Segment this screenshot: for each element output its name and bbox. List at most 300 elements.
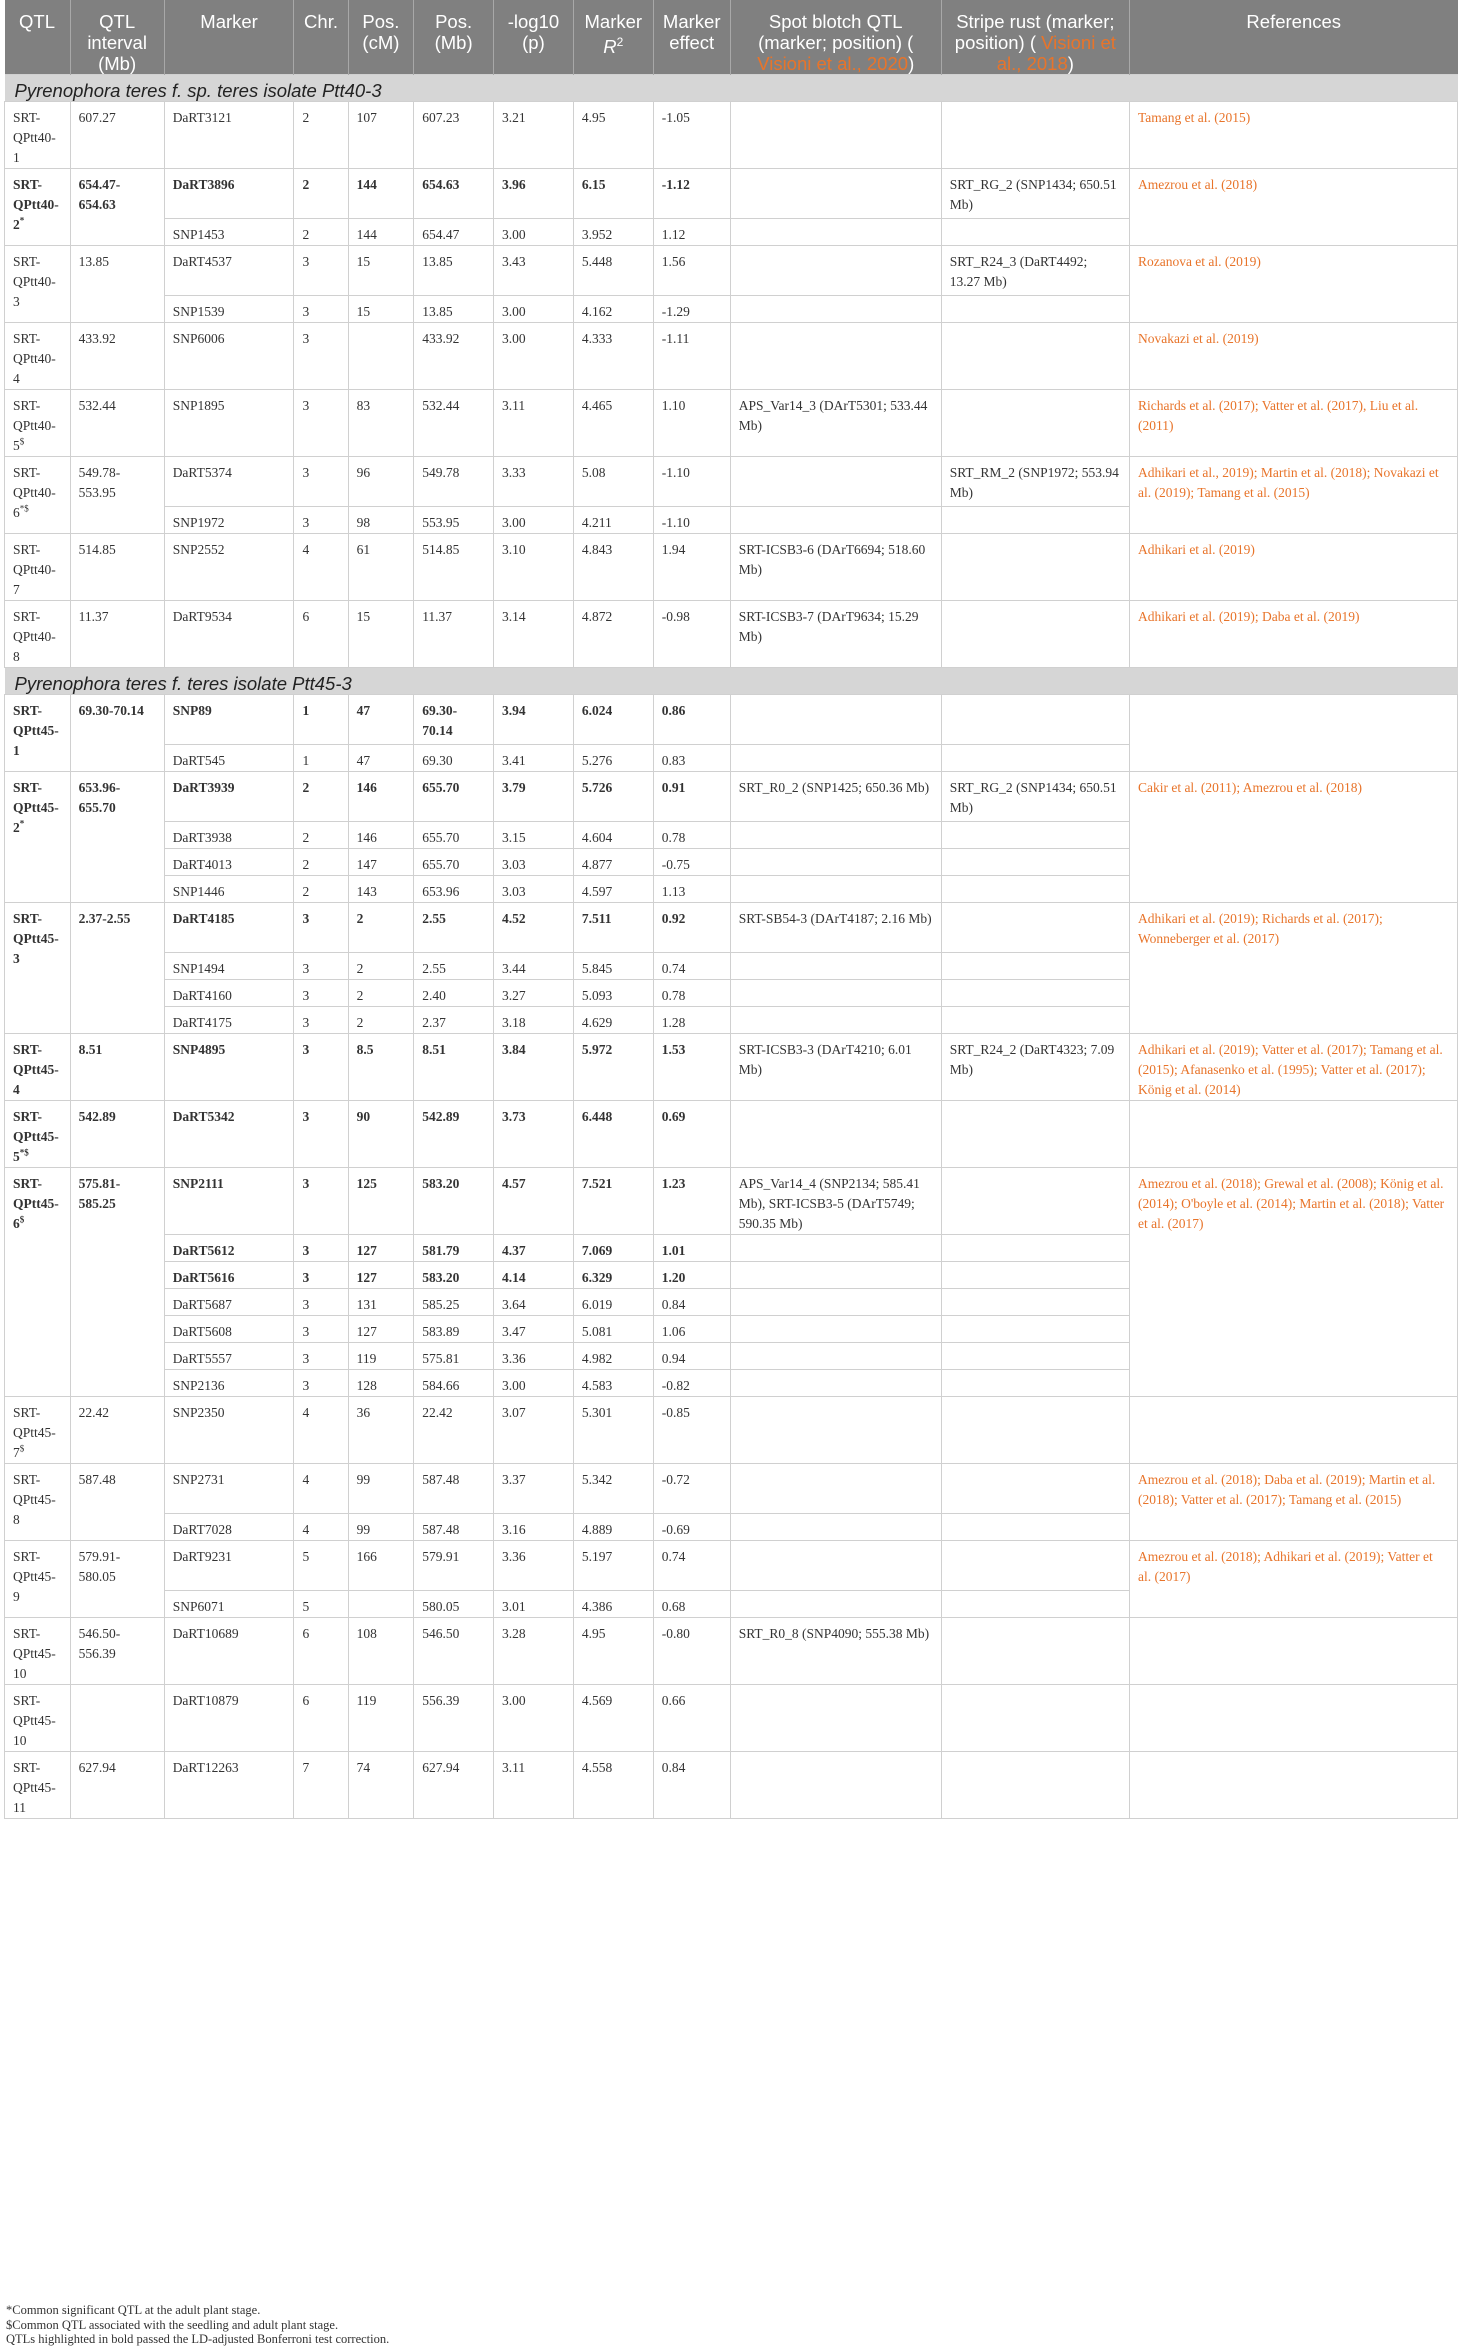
marker-name: SNP1539 — [164, 296, 294, 323]
marker-effect: -0.72 — [653, 1464, 730, 1514]
spot-blotch-qtl: SRT_R0_8 (SNP4090; 555.38 Mb) — [730, 1618, 941, 1685]
marker-r2: 5.093 — [573, 980, 653, 1007]
col-r2: Marker $R^2$ — [573, 0, 653, 75]
position-mb: 583.20 — [414, 1262, 494, 1289]
marker-name: DaRT545 — [164, 745, 294, 772]
qtl-name — [5, 1618, 71, 1685]
marker-name: DaRT4537 — [164, 246, 294, 296]
spot-blotch-qtl — [730, 1101, 941, 1168]
log10-p: 3.28 — [494, 1618, 574, 1685]
position-cm: 15 — [348, 246, 414, 296]
log10-p: 3.73 — [494, 1101, 574, 1168]
position-cm: 74 — [348, 1752, 414, 1819]
position-cm: 119 — [348, 1343, 414, 1370]
log10-p: 3.00 — [494, 323, 574, 390]
position-cm: 166 — [348, 1541, 414, 1591]
marker-name: DaRT4160 — [164, 980, 294, 1007]
spot-blotch-qtl — [730, 695, 941, 745]
marker-effect: -0.85 — [653, 1397, 730, 1464]
spot-blotch-qtl — [730, 507, 941, 534]
qtl-footnote-mark: * — [19, 818, 25, 829]
marker-effect: 0.74 — [653, 1541, 730, 1591]
marker-name: DaRT12263 — [164, 1752, 294, 1819]
marker-effect: -0.75 — [653, 849, 730, 876]
stripe-rust-qtl — [941, 1397, 1129, 1464]
qtl-name — [5, 246, 71, 323]
isolate-label — [5, 75, 1458, 102]
qtl-row — [5, 772, 1458, 822]
position-mb: 654.63 — [414, 169, 494, 219]
log10-p: 3.79 — [494, 772, 574, 822]
log10-p: 3.84 — [494, 1034, 574, 1101]
log10-p: 3.00 — [494, 296, 574, 323]
marker-r2: 4.95 — [573, 1618, 653, 1685]
log10-p: 3.36 — [494, 1541, 574, 1591]
chromosome: 2 — [294, 876, 348, 903]
qtl-name — [5, 390, 71, 457]
position-mb: 653.96 — [414, 876, 494, 903]
references[interactable]: Adhikari et al., 2019); Martin et al. (2018); Novakazi et al. (2019); Tamang et al. (2015) — [1129, 457, 1457, 534]
stripe-rust-qtl — [941, 601, 1129, 668]
ref-link[interactable]: Visioni et al., 2018 — [996, 32, 1116, 74]
log10-p: 3.00 — [494, 1370, 574, 1397]
spot-blotch-qtl — [730, 849, 941, 876]
qtl-footnote-mark: $ — [19, 436, 25, 447]
qtl-footnote-mark: $ — [19, 1443, 25, 1454]
qtl-row — [5, 246, 1458, 296]
position-mb: 655.70 — [414, 772, 494, 822]
log10-p: 3.37 — [494, 1464, 574, 1514]
position-cm: 125 — [348, 1168, 414, 1235]
stripe-rust-qtl — [941, 1541, 1129, 1591]
references[interactable] — [1129, 1752, 1457, 1819]
chromosome: 3 — [294, 507, 348, 534]
stripe-rust-qtl: SRT_RM_2 (SNP1972; 553.94 Mb) — [941, 457, 1129, 507]
marker-effect: -1.12 — [653, 169, 730, 219]
spot-blotch-qtl — [730, 1316, 941, 1343]
log10-p: 3.01 — [494, 1591, 574, 1618]
marker-name: DaRT7028 — [164, 1514, 294, 1541]
qtl-name-text: SRT-QPtt40-6 — [13, 465, 56, 520]
col-pos-mb: Pos. (Mb) — [414, 0, 494, 75]
qtl-interval: 11.37 — [70, 601, 164, 668]
chromosome: 3 — [294, 1034, 348, 1101]
marker-name: DaRT3939 — [164, 772, 294, 822]
position-cm: 107 — [348, 102, 414, 169]
spot-blotch-qtl: SRT_R0_2 (SNP1425; 650.36 Mb) — [730, 772, 941, 822]
stripe-rust-qtl — [941, 1316, 1129, 1343]
qtl-row — [5, 102, 1458, 169]
spot-blotch-qtl — [730, 1752, 941, 1819]
marker-effect: 1.23 — [653, 1168, 730, 1235]
stripe-rust-qtl — [941, 695, 1129, 745]
marker-r2: 6.024 — [573, 695, 653, 745]
references[interactable] — [1129, 1397, 1457, 1464]
marker-r2: 4.569 — [573, 1685, 653, 1752]
qtl-interval: 8.51 — [70, 1034, 164, 1101]
position-cm: 96 — [348, 457, 414, 507]
stripe-rust-qtl — [941, 849, 1129, 876]
qtl-footnote-mark: *$ — [19, 1147, 29, 1158]
chromosome: 3 — [294, 296, 348, 323]
log10-p: 3.11 — [494, 390, 574, 457]
marker-r2: 4.162 — [573, 296, 653, 323]
spot-blotch-qtl: SRT-ICSB3-3 (DArT4210; 6.01 Mb) — [730, 1034, 941, 1101]
col-interval: QTL interval (Mb) — [70, 0, 164, 75]
marker-r2: 5.081 — [573, 1316, 653, 1343]
log10-p: 3.41 — [494, 745, 574, 772]
position-cm: 143 — [348, 876, 414, 903]
stripe-rust-qtl — [941, 1370, 1129, 1397]
spot-blotch-qtl — [730, 1464, 941, 1514]
qtl-interval: 587.48 — [70, 1464, 164, 1541]
marker-effect: -1.11 — [653, 323, 730, 390]
stripe-rust-qtl — [941, 534, 1129, 601]
chromosome: 3 — [294, 1370, 348, 1397]
position-cm: 131 — [348, 1289, 414, 1316]
qtl-name — [5, 1034, 71, 1101]
qtl-interval: 532.44 — [70, 390, 164, 457]
position-mb: 575.81 — [414, 1343, 494, 1370]
col-qtl: QTL — [5, 0, 71, 75]
qtl-row — [5, 1397, 1458, 1464]
spot-blotch-qtl — [730, 1397, 941, 1464]
qtl-row — [5, 1464, 1458, 1514]
chromosome: 3 — [294, 246, 348, 296]
stripe-rust-qtl — [941, 980, 1129, 1007]
qtl-row — [5, 1034, 1458, 1101]
qtl-name — [5, 601, 71, 668]
marker-name: SNP89 — [164, 695, 294, 745]
marker-name: DaRT3938 — [164, 822, 294, 849]
log10-p: 3.10 — [494, 534, 574, 601]
chromosome: 3 — [294, 457, 348, 507]
marker-r2: 4.465 — [573, 390, 653, 457]
position-mb: 532.44 — [414, 390, 494, 457]
references[interactable]: Cakir et al. (2011); Amezrou et al. (2018) — [1129, 772, 1457, 903]
qtl-row — [5, 323, 1458, 390]
marker-effect: 0.83 — [653, 745, 730, 772]
stripe-rust-qtl: SRT_RG_2 (SNP1434; 650.51 Mb) — [941, 169, 1129, 219]
marker-name: SNP2111 — [164, 1168, 294, 1235]
marker-r2: 4.386 — [573, 1591, 653, 1618]
col-spot-blotch: Spot blotch QTL (marker; position) ( Visioni et al., 2020) — [730, 0, 941, 75]
chromosome: 3 — [294, 953, 348, 980]
log10-p: 3.21 — [494, 102, 574, 169]
qtl-row — [5, 1101, 1458, 1168]
spot-blotch-qtl — [730, 1591, 941, 1618]
log10-p: 3.64 — [494, 1289, 574, 1316]
marker-name: SNP2350 — [164, 1397, 294, 1464]
spot-blotch-qtl: SRT-ICSB3-6 (DArT6694; 518.60 Mb) — [730, 534, 941, 601]
references[interactable] — [1129, 1101, 1457, 1168]
spot-blotch-qtl — [730, 457, 941, 507]
spot-blotch-qtl — [730, 219, 941, 246]
marker-effect: 1.06 — [653, 1316, 730, 1343]
references[interactable]: Adhikari et al. (2019); Richards et al. (2017); Wonneberger et al. (2017) — [1129, 903, 1457, 1034]
qtl-interval: 433.92 — [70, 323, 164, 390]
marker-effect: 1.13 — [653, 876, 730, 903]
marker-r2: 6.448 — [573, 1101, 653, 1168]
marker-effect: 0.94 — [653, 1343, 730, 1370]
spot-blotch-qtl — [730, 296, 941, 323]
stripe-rust-qtl — [941, 507, 1129, 534]
chromosome: 2 — [294, 102, 348, 169]
position-mb: 2.37 — [414, 1007, 494, 1034]
position-cm: 127 — [348, 1316, 414, 1343]
stripe-rust-qtl — [941, 1007, 1129, 1034]
position-mb: 2.40 — [414, 980, 494, 1007]
position-cm: 2 — [348, 980, 414, 1007]
qtl-name-text: SRT-QPtt45-6 — [13, 1176, 59, 1231]
marker-r2: 6.329 — [573, 1262, 653, 1289]
qtl-name — [5, 772, 71, 903]
marker-r2: 5.448 — [573, 246, 653, 296]
position-mb: 583.20 — [414, 1168, 494, 1235]
log10-p: 3.14 — [494, 601, 574, 668]
position-cm — [348, 1591, 414, 1618]
stripe-rust-qtl: SRT_RG_2 (SNP1434; 650.51 Mb) — [941, 772, 1129, 822]
references[interactable] — [1129, 695, 1457, 772]
isolate-group-row — [5, 668, 1458, 695]
chromosome: 1 — [294, 695, 348, 745]
qtl-name-text: SRT-QPtt40-4 — [13, 331, 56, 386]
spot-blotch-qtl — [730, 169, 941, 219]
qtl-interval: 654.47-654.63 — [70, 169, 164, 246]
spot-blotch-qtl — [730, 1343, 941, 1370]
qtl-name-text: SRT-QPtt40-7 — [13, 542, 56, 597]
marker-r2: 4.583 — [573, 1370, 653, 1397]
spot-blotch-qtl — [730, 876, 941, 903]
qtl-interval: 514.85 — [70, 534, 164, 601]
qtl-name-text: SRT-QPtt45-7 — [13, 1405, 56, 1460]
position-mb: 542.89 — [414, 1101, 494, 1168]
position-mb: 587.48 — [414, 1514, 494, 1541]
log10-p: 3.94 — [494, 695, 574, 745]
qtl-name-text: SRT-QPtt45-9 — [13, 1549, 56, 1604]
qtl-interval: 546.50-556.39 — [70, 1618, 164, 1685]
chromosome: 3 — [294, 1289, 348, 1316]
spot-blotch-qtl: SRT-ICSB3-7 (DArT9634; 15.29 Mb) — [730, 601, 941, 668]
marker-effect: 0.69 — [653, 1101, 730, 1168]
marker-name: DaRT4185 — [164, 903, 294, 953]
marker-r2: 5.08 — [573, 457, 653, 507]
marker-name: DaRT9534 — [164, 601, 294, 668]
qtl-name — [5, 1685, 71, 1752]
marker-effect: 1.28 — [653, 1007, 730, 1034]
qtl-interval: 542.89 — [70, 1101, 164, 1168]
position-cm: 144 — [348, 169, 414, 219]
marker-effect: 1.12 — [653, 219, 730, 246]
marker-name: DaRT3896 — [164, 169, 294, 219]
marker-effect: -1.10 — [653, 507, 730, 534]
ref-link[interactable]: Visioni et al., 2020 — [757, 53, 909, 74]
marker-r2: 4.597 — [573, 876, 653, 903]
position-mb: 583.89 — [414, 1316, 494, 1343]
marker-effect: 0.92 — [653, 903, 730, 953]
marker-name: DaRT9231 — [164, 1541, 294, 1591]
spot-blotch-qtl — [730, 1370, 941, 1397]
references[interactable]: Amezrou et al. (2018); Daba et al. (2019); Martin et al. (2018); Vatter et al. (2017); Tamang et al. (2015) — [1129, 1464, 1457, 1541]
chromosome: 6 — [294, 1685, 348, 1752]
col-marker: Marker — [164, 0, 294, 75]
log10-p: 3.47 — [494, 1316, 574, 1343]
qtl-row — [5, 390, 1458, 457]
position-cm: 99 — [348, 1514, 414, 1541]
marker-r2: 7.511 — [573, 903, 653, 953]
stripe-rust-qtl — [941, 1752, 1129, 1819]
position-mb: 13.85 — [414, 246, 494, 296]
qtl-footnote-mark: * — [19, 215, 25, 226]
marker-name: SNP1494 — [164, 953, 294, 980]
marker-name: DaRT5612 — [164, 1235, 294, 1262]
marker-name: DaRT4013 — [164, 849, 294, 876]
position-mb: 514.85 — [414, 534, 494, 601]
position-cm: 15 — [348, 296, 414, 323]
spot-blotch-qtl — [730, 953, 941, 980]
marker-name: SNP2731 — [164, 1464, 294, 1514]
chromosome: 3 — [294, 390, 348, 457]
references[interactable]: Rozanova et al. (2019) — [1129, 246, 1457, 323]
marker-effect: 0.68 — [653, 1591, 730, 1618]
position-cm: 61 — [348, 534, 414, 601]
qtl-name — [5, 169, 71, 246]
qtl-interval: 549.78-553.95 — [70, 457, 164, 534]
references[interactable]: Amezrou et al. (2018); Grewal et al. (2008); König et al. (2014); O'boyle et al. (2014); Martin et al. (2018); Vatter et al. (2017) — [1129, 1168, 1457, 1397]
marker-name: DaRT5374 — [164, 457, 294, 507]
marker-effect: 1.20 — [653, 1262, 730, 1289]
chromosome: 2 — [294, 849, 348, 876]
marker-effect: -1.29 — [653, 296, 730, 323]
marker-name: SNP6071 — [164, 1591, 294, 1618]
position-cm: 2 — [348, 903, 414, 953]
position-cm: 128 — [348, 1370, 414, 1397]
marker-r2: 4.843 — [573, 534, 653, 601]
references[interactable]: Adhikari et al. (2019) — [1129, 534, 1457, 601]
marker-effect: 1.01 — [653, 1235, 730, 1262]
position-cm: 127 — [348, 1235, 414, 1262]
chromosome: 3 — [294, 1101, 348, 1168]
references[interactable]: Adhikari et al. (2019); Daba et al. (2019) — [1129, 601, 1457, 668]
references[interactable]: Amezrou et al. (2018) — [1129, 169, 1457, 246]
qtl-name — [5, 695, 71, 772]
stripe-rust-qtl — [941, 1289, 1129, 1316]
qtl-name-text: SRT-QPtt45-5 — [13, 1109, 59, 1164]
references[interactable]: Tamang et al. (2015) — [1129, 102, 1457, 169]
spot-blotch-qtl: APS_Var14_4 (SNP2134; 585.41 Mb), SRT-ICSB3-5 (DArT5749; 590.35 Mb) — [730, 1168, 941, 1235]
marker-r2: 4.889 — [573, 1514, 653, 1541]
marker-effect: 0.84 — [653, 1289, 730, 1316]
position-cm — [348, 323, 414, 390]
position-cm: 127 — [348, 1262, 414, 1289]
qtl-row — [5, 457, 1458, 507]
qtl-name — [5, 1397, 71, 1464]
references[interactable] — [1129, 1685, 1457, 1752]
isolate-label — [5, 668, 1458, 695]
marker-name: DaRT10689 — [164, 1618, 294, 1685]
chromosome: 5 — [294, 1591, 348, 1618]
log10-p: 4.57 — [494, 1168, 574, 1235]
references[interactable]: Amezrou et al. (2018); Adhikari et al. (2019); Vatter et al. (2017) — [1129, 1541, 1457, 1618]
qtl-interval: 627.94 — [70, 1752, 164, 1819]
position-cm: 15 — [348, 601, 414, 668]
marker-name: SNP1453 — [164, 219, 294, 246]
chromosome: 1 — [294, 745, 348, 772]
marker-effect: 0.84 — [653, 1752, 730, 1819]
spot-blotch-qtl: APS_Var14_3 (DArT5301; 533.44 Mb) — [730, 390, 941, 457]
log10-p: 3.00 — [494, 507, 574, 534]
marker-r2: 5.342 — [573, 1464, 653, 1514]
spot-blotch-qtl — [730, 980, 941, 1007]
position-cm: 99 — [348, 1464, 414, 1514]
log10-p: 3.18 — [494, 1007, 574, 1034]
chromosome: 7 — [294, 1752, 348, 1819]
qtl-row — [5, 903, 1458, 953]
chromosome: 3 — [294, 1235, 348, 1262]
isolate-label-text: Pyrenophora teres f. teres isolate Ptt45-3 — [14, 673, 352, 694]
references[interactable]: Richards et al. (2017); Vatter et al. (2017), Liu et al. (2011) — [1129, 390, 1457, 457]
qtl-name-text: SRT-QPtt40-5 — [13, 398, 56, 453]
marker-r2: 4.604 — [573, 822, 653, 849]
marker-name: SNP1895 — [164, 390, 294, 457]
references[interactable]: Novakazi et al. (2019) — [1129, 323, 1457, 390]
log10-p: 3.96 — [494, 169, 574, 219]
position-mb: 655.70 — [414, 849, 494, 876]
marker-effect: 0.86 — [653, 695, 730, 745]
qtl-interval: 653.96-655.70 — [70, 772, 164, 903]
qtl-row — [5, 1618, 1458, 1685]
marker-name: DaRT5608 — [164, 1316, 294, 1343]
qtl-name-text: SRT-QPtt45-3 — [13, 911, 59, 966]
footnote-seedling: $Common QTL associated with the seedling and adult plant stage. — [6, 2318, 339, 2332]
qtl-name-text: SRT-QPtt40-3 — [13, 254, 56, 309]
position-mb: 553.95 — [414, 507, 494, 534]
log10-p: 3.11 — [494, 1752, 574, 1819]
spot-blotch-qtl — [730, 102, 941, 169]
qtl-row — [5, 534, 1458, 601]
chromosome: 5 — [294, 1541, 348, 1591]
stripe-rust-qtl — [941, 822, 1129, 849]
stripe-rust-qtl — [941, 1168, 1129, 1235]
references[interactable] — [1129, 1618, 1457, 1685]
position-cm: 146 — [348, 772, 414, 822]
position-mb: 11.37 — [414, 601, 494, 668]
position-cm: 144 — [348, 219, 414, 246]
qtl-row — [5, 1752, 1458, 1819]
marker-effect: 1.94 — [653, 534, 730, 601]
stripe-rust-qtl — [941, 745, 1129, 772]
position-mb: 69.30 — [414, 745, 494, 772]
marker-effect: 1.10 — [653, 390, 730, 457]
spot-blotch-qtl — [730, 1541, 941, 1591]
spot-blotch-qtl — [730, 745, 941, 772]
stripe-rust-qtl — [941, 876, 1129, 903]
position-mb: 69.30-70.14 — [414, 695, 494, 745]
spot-blotch-qtl — [730, 246, 941, 296]
qtl-name-text: SRT-QPtt45-4 — [13, 1042, 59, 1097]
qtl-name-text: SRT-QPtt40-1 — [13, 110, 56, 165]
position-cm: 36 — [348, 1397, 414, 1464]
marker-r2: 5.301 — [573, 1397, 653, 1464]
marker-r2: 4.982 — [573, 1343, 653, 1370]
references[interactable]: Adhikari et al. (2019); Vatter et al. (2017); Tamang et al. (2015); Afanasenko et al. (1995); Vatter et al. (2017); König et al. (2014) — [1129, 1034, 1457, 1101]
log10-p: 3.43 — [494, 246, 574, 296]
position-mb: 2.55 — [414, 903, 494, 953]
position-cm: 2 — [348, 1007, 414, 1034]
qtl-name — [5, 323, 71, 390]
spot-blotch-qtl — [730, 1289, 941, 1316]
log10-p: 3.27 — [494, 980, 574, 1007]
